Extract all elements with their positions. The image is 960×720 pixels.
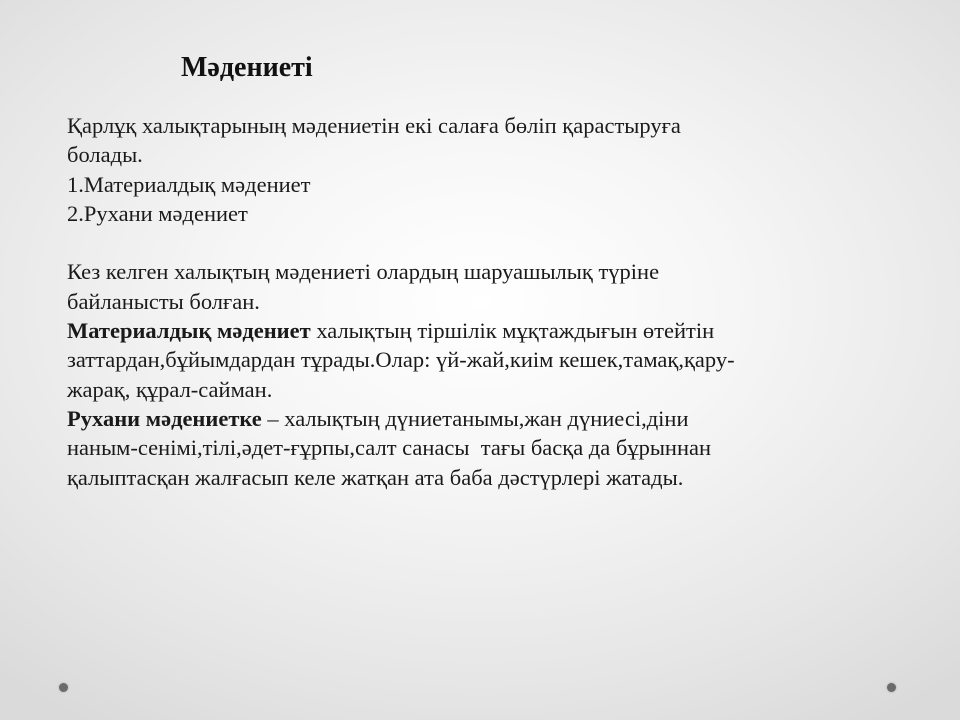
- slide-body: [67, 111, 887, 492]
- spiritual-line-1: [67, 404, 887, 433]
- material-line-3: жарақ, құрал-сайман.: [67, 376, 273, 402]
- material-term: Материалдық мәдениет: [67, 318, 311, 344]
- intro-line-2: болады.: [67, 142, 143, 168]
- spacer: [67, 228, 887, 257]
- spiritual-term: Рухани мәдениетке: [67, 405, 262, 431]
- spiritual-definition-start: – халықтың дүниетанымы,жан дүниесі,діни: [261, 405, 689, 431]
- material-line-2: заттардан,бұйымдардан тұрады.Олар: үй-жай,киім кешек,тамақ,қару-: [67, 347, 735, 373]
- paragraph2-line-2: байланысты болған.: [67, 288, 260, 314]
- decorative-dot-left-icon: [59, 683, 68, 692]
- spiritual-line-2: наным-сенімі,тілі,әдет-ғұрпы,салт санасы тағы басқа да бұрыннан: [67, 435, 712, 461]
- list-item-spiritual: 2.Рухани мәдениет: [67, 200, 248, 226]
- material-definition-start: халықтың тіршілік мұқтаждығын өтейтін: [310, 318, 715, 344]
- spiritual-line-3: қалыптасқан жалғасып келе жатқан ата баба дәстүрлері жатады.: [67, 464, 684, 490]
- intro-line-1: Қарлұқ халықтарының мәдениетін екі салаға бөліп қарастыруға: [67, 113, 681, 138]
- slide-title: Мәдениеті: [181, 52, 313, 83]
- decorative-dot-right-icon: [887, 683, 896, 692]
- material-line-1: [67, 316, 887, 345]
- list-item-material: 1.Материалдық мәдениет: [67, 171, 311, 197]
- paragraph2-line-1: Кез келген халықтың мәдениеті олардың шаруашылық түріне: [67, 259, 660, 285]
